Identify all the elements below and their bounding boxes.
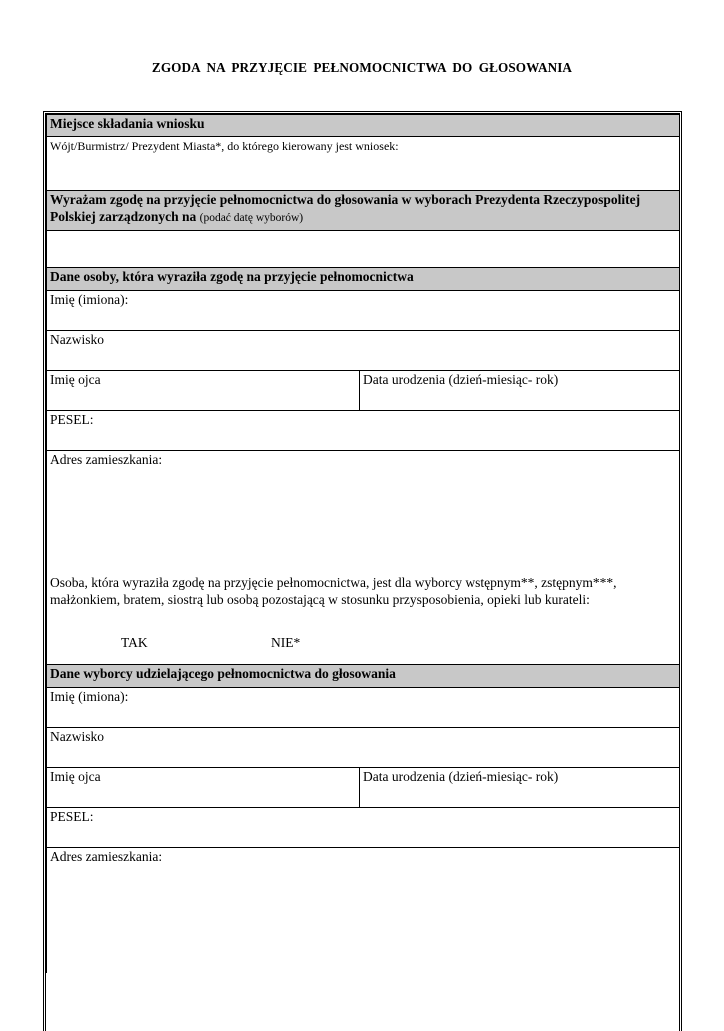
voter-surname-label: Nazwisko xyxy=(50,729,104,744)
consent-statement: Wyrażam zgodę na przyjęcie pełnomocnictwa do głosowania w wyborach Prezydenta Rzeczypospolitej Polskiej zarządzonych na xyxy=(50,192,641,224)
voter-address-field[interactable] xyxy=(47,848,680,973)
voter-father-name-field[interactable] xyxy=(47,768,360,808)
office-field[interactable] xyxy=(47,137,680,191)
voter-address-label: Adres zamieszkania: xyxy=(50,849,163,864)
proxy-surname-label: Nazwisko xyxy=(50,332,104,347)
proxy-father-name-label: Imię ojca xyxy=(50,372,101,387)
relation-yes-option[interactable]: TAK xyxy=(121,634,148,650)
voter-pesel-field[interactable] xyxy=(47,808,680,848)
voter-birth-date-field[interactable] xyxy=(360,768,680,808)
proxy-pesel-label: PESEL: xyxy=(50,412,94,427)
proxy-address-label: Adres zamieszkania: xyxy=(50,452,163,467)
proxy-address-field[interactable] xyxy=(47,451,680,574)
proxy-birth-date-field[interactable] xyxy=(360,371,680,411)
section-header-place: Miejsce składania wniosku xyxy=(47,115,680,137)
relation-question: Osoba, która wyraziła zgodę na przyjęcie pełnomocnictwa, jest dla wyborcy wstępnym**, zstępnym***, małżonkiem, bratem, siostrą lub osobą pozostającą w stosunku przysposobienia, opieki lub kurateli: xyxy=(50,574,617,607)
proxy-birth-date-label: Data urodzenia (dzień-miesiąc- rok) xyxy=(363,372,559,387)
section-header-voter: Dane wyborcy udzielającego pełnomocnictwa do głosowania xyxy=(47,665,680,688)
form-body xyxy=(46,114,679,973)
proxy-surname-field[interactable] xyxy=(47,331,680,371)
voter-pesel-label: PESEL: xyxy=(50,809,94,824)
office-label: Wójt/Burmistrz/ Prezydent Miasta*, do którego kierowany jest wniosek: xyxy=(50,139,399,153)
form-table xyxy=(46,114,680,973)
voter-surname-field[interactable] xyxy=(47,728,680,768)
election-date-field[interactable] xyxy=(47,231,680,268)
proxy-first-name-label: Imię (imiona): xyxy=(50,292,129,307)
voter-first-name-field[interactable] xyxy=(47,688,680,728)
proxy-first-name-field[interactable] xyxy=(47,291,680,331)
proxy-relation-field xyxy=(47,574,680,665)
section-header-proxy: Dane osoby, która wyraziła zgodę na przyjęcie pełnomocnictwa xyxy=(47,268,680,291)
consent-date-note: (podać datę wyborów) xyxy=(199,212,304,224)
proxy-father-name-field[interactable] xyxy=(47,371,360,411)
section-header-consent xyxy=(47,191,680,231)
proxy-pesel-field[interactable] xyxy=(47,411,680,451)
voter-first-name-label: Imię (imiona): xyxy=(50,689,129,704)
voter-birth-date-label: Data urodzenia (dzień-miesiąc- rok) xyxy=(363,769,559,784)
voter-father-name-label: Imię ojca xyxy=(50,769,101,784)
relation-no-option[interactable]: NIE* xyxy=(271,634,301,650)
document-title: ZGODA NA PRZYJĘCIE PEŁNOMOCNICTWA DO GŁOSOWANIA xyxy=(151,60,573,75)
